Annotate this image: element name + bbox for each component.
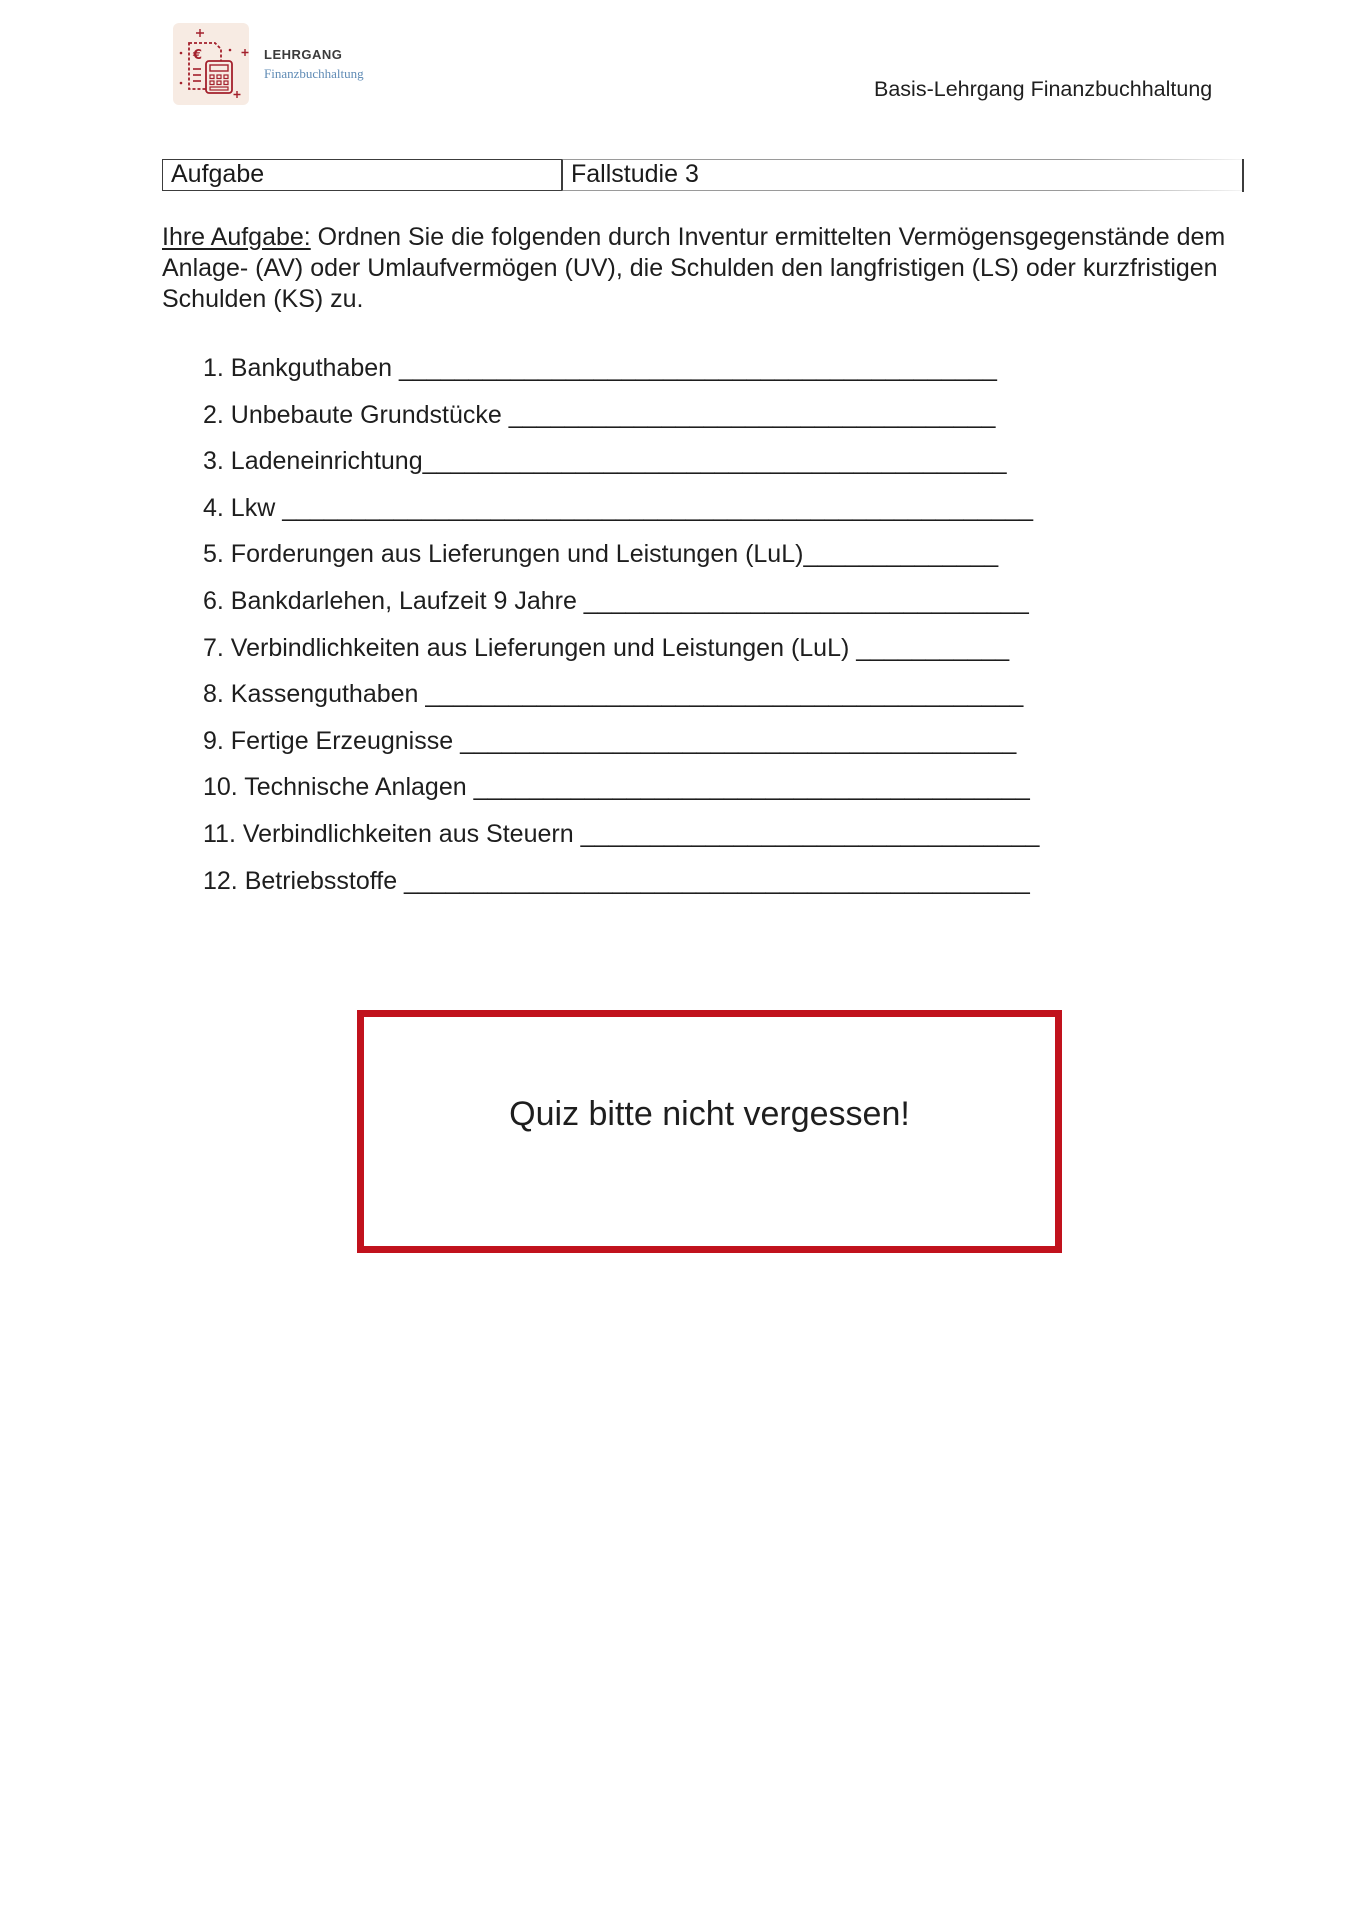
course-logo [173, 20, 403, 110]
list-item: 1. Bankguthaben ___________________________________________ [203, 354, 997, 382]
list-item: 5. Forderungen aus Lieferungen und Leistungen (LuL)______________ [203, 540, 999, 569]
task-value: Fallstudie 3 [571, 160, 699, 188]
list-item: 9. Fertige Erzeugnisse ________________________________________ [203, 726, 1017, 755]
course-name: Basis-Lehrgang Finanzbuchhaltung [874, 77, 1213, 101]
inventory-item-list [203, 350, 1039, 909]
list-item: 4. Lkw ______________________________________________________ [203, 493, 1034, 522]
quiz-reminder-box [357, 1010, 1062, 1253]
list-item: 7. Verbindlichkeiten aus Lieferungen und Leistungen (LuL) ___________ [203, 633, 1010, 662]
instructions-text: Ordnen Sie die folgenden durch Inventur ermittelten Vermögensgegenstände dem Anlage- (AV) oder Umlaufvermögen (UV), die Schulden den langfristigen (LS) oder kurzfristigen Schulden (KS) zu. [162, 223, 1226, 313]
list-item: 2. Unbebaute Grundstücke ___________________________________ [203, 400, 996, 429]
svg-text:€: € [193, 48, 203, 63]
list-item: 6. Bankdarlehen, Laufzeit 9 Jahre ________________________________ [203, 586, 1029, 615]
task-label: Aufgabe [171, 160, 265, 188]
instructions-lead: Ihre Aufgabe: [162, 223, 311, 251]
list-item: 12. Betriebsstoffe _____________________________________________ [203, 866, 1030, 895]
table-end-rule [1242, 159, 1244, 192]
quiz-reminder-text: Quiz bitte nicht vergessen! [509, 1095, 910, 1133]
list-item: 11. Verbindlichkeiten aus Steuern _________________________________ [203, 819, 1040, 848]
logo-title: LEHRGANG [264, 47, 343, 62]
list-item: 10. Technische Anlagen ________________________________________ [203, 773, 1030, 802]
logo-subtitle: Finanzbuchhaltung [264, 66, 364, 81]
task-table [162, 159, 1245, 191]
logo-badge [173, 23, 249, 105]
list-item: 3. Ladeneinrichtung__________________________________________ [203, 447, 1007, 476]
invoice-calculator-icon [173, 23, 249, 105]
list-item: 8. Kassenguthaben ___________________________________________ [203, 680, 1024, 709]
instructions-paragraph [162, 222, 1312, 315]
